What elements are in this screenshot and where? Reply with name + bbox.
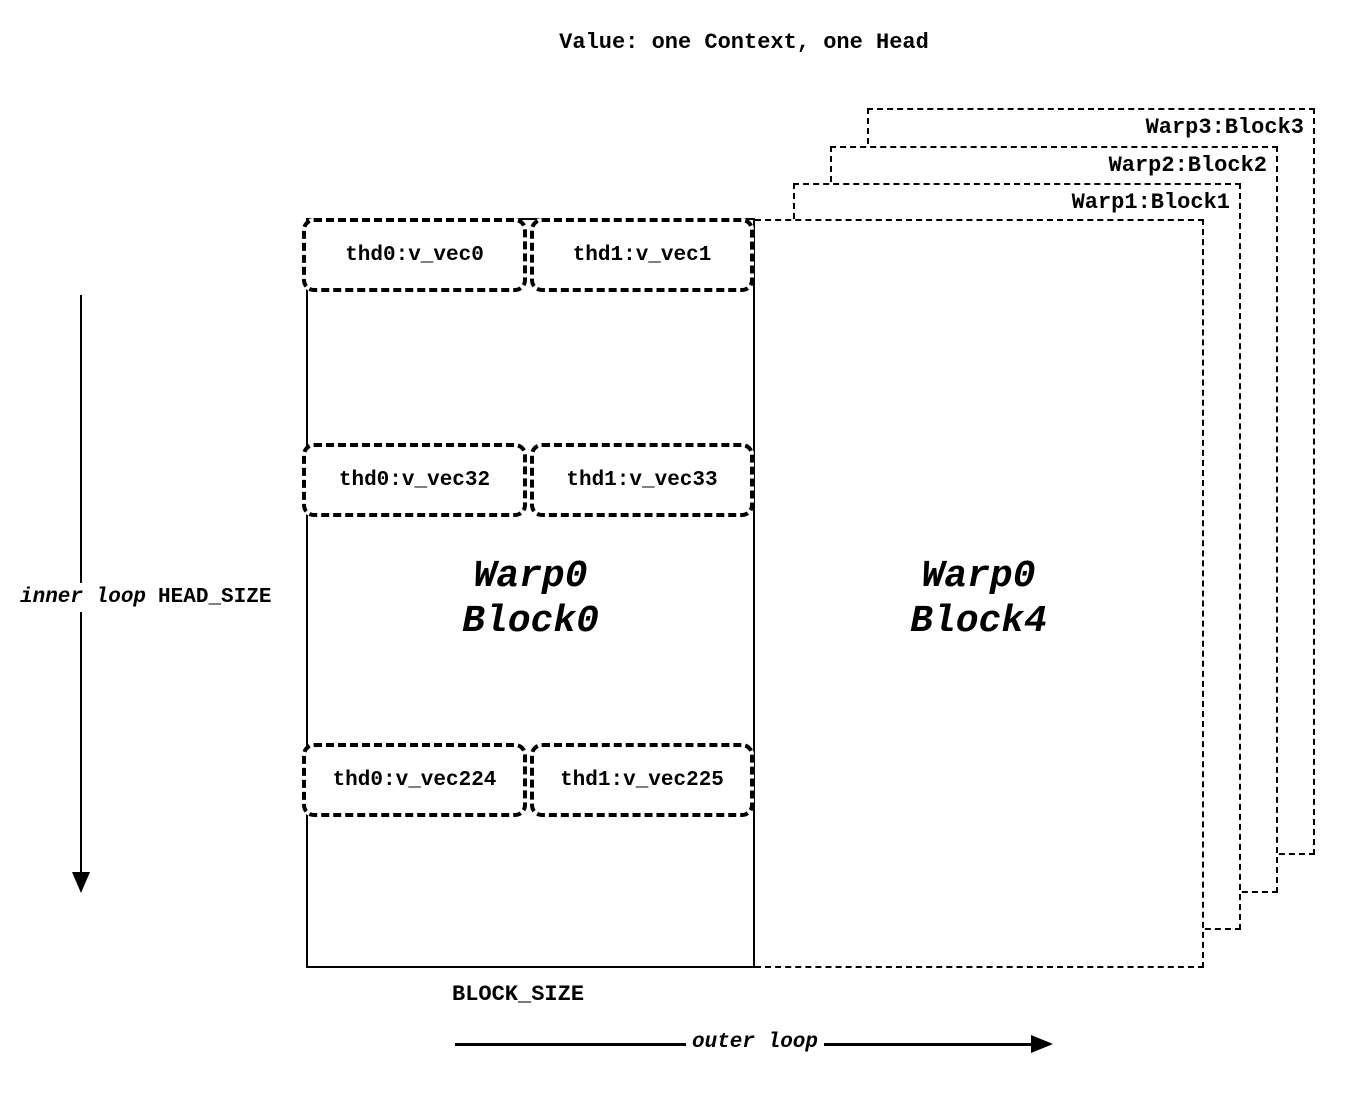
warp0-block4-label-line2: Block4 <box>910 600 1047 643</box>
warp0-block0-label-line2: Block0 <box>462 600 599 643</box>
warp0-block4-label <box>910 554 1047 644</box>
thd1-v-vec225-cell: thd1:v_vec225 <box>530 743 754 817</box>
warp2-block2-label: Warp2:Block2 <box>1108 153 1267 178</box>
right-arrowhead-icon <box>1031 1035 1053 1053</box>
warp0-block0-label-line1: Warp0 <box>473 555 588 598</box>
warp1-block1-label: Warp1:Block1 <box>1071 190 1230 215</box>
warp0-block0-label <box>462 554 599 644</box>
warp0-block0-box <box>306 218 755 968</box>
inner-loop-head-size-label <box>20 583 271 612</box>
warp3-block3-label: Warp3:Block3 <box>1145 115 1304 140</box>
thd0-v-vec0-cell: thd0:v_vec0 <box>302 218 527 292</box>
thd1-v-vec1-cell: thd1:v_vec1 <box>530 218 754 292</box>
head-size-label: HEAD_SIZE <box>158 586 272 609</box>
thd1-v-vec33-cell: thd1:v_vec33 <box>530 443 754 517</box>
block-size-label: BLOCK_SIZE <box>452 982 585 1007</box>
warp0-block4-label-line1: Warp0 <box>921 555 1036 598</box>
diagram-title: Value: one Context, one Head <box>559 30 929 55</box>
thd0-v-vec32-cell: thd0:v_vec32 <box>302 443 527 517</box>
warp0-block4-box <box>755 219 1204 968</box>
outer-loop-label: outer loop <box>686 1031 824 1054</box>
inner-loop-label: inner loop <box>20 586 147 609</box>
thd0-v-vec224-cell: thd0:v_vec224 <box>302 743 527 817</box>
down-arrowhead-icon <box>72 872 90 893</box>
